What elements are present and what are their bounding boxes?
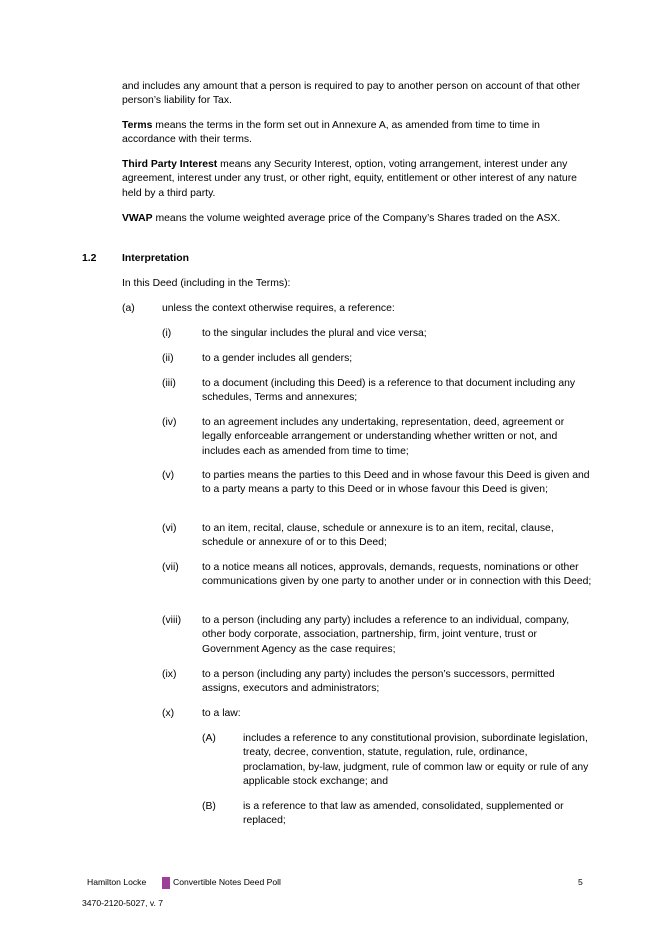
list-item-text: to the singular includes the plural and vice versa; — [202, 328, 427, 339]
section-title: Interpretation — [122, 253, 189, 264]
definition-terms — [122, 119, 592, 148]
list-item-text: to a notice means all notices, approvals, demands, requests, nominations or other communications given by one party to another under or in connection with this Deed; — [202, 562, 592, 588]
section-intro: In this Deed (including in the Terms): — [122, 278, 291, 289]
definition-text: means the volume weighted average price of the Company’s Shares traded on the ASX. — [152, 213, 561, 224]
tax-definition-continuation: and includes any amount that a person is required to pay to another person on account of that other person’s liability for Tax. — [122, 81, 581, 107]
clause-a-label: (a) — [122, 303, 135, 314]
defined-term: Third Party Interest — [122, 159, 218, 170]
list-item-label: (x) — [162, 708, 175, 719]
footer-page-number: 5 — [578, 877, 583, 887]
sub-item-text: includes a reference to any constitutional provision, subordinate legislation, treaty, decree, convention, statute, regulation, rule, ordinance, proclamation, by-law, judgment, rule of common law or equity or rule of any applicable stock exchange; and — [243, 733, 589, 788]
list-item-label: (vii) — [162, 562, 179, 573]
footer-firm-name: Hamilton Locke — [87, 877, 147, 887]
clause-a-text: unless the context otherwise requires, a reference: — [162, 303, 395, 314]
definition-third-party-interest — [122, 158, 592, 201]
list-item-text: to an item, recital, clause, schedule or annexure is to an item, recital, clause, schedule or annexure of or to this Deed; — [202, 523, 554, 549]
list-item-label: (vi) — [162, 523, 177, 534]
definition-text: means any Security Interest, option, voting arrangement, interest under any agreement, interest under any trust, or other right, equity, entitlement or other interest of any nature held by a third party. — [122, 159, 577, 199]
sub-item-label: (A) — [202, 733, 216, 744]
list-item-label: (v) — [162, 470, 175, 481]
list-item-label: (ii) — [162, 353, 174, 364]
list-item-text: to a document (including this Deed) is a reference to that document including any schedules, Terms and annexures; — [202, 378, 576, 404]
list-item-label: (iv) — [162, 417, 177, 428]
sub-item-label: (B) — [202, 801, 216, 812]
defined-term: Terms — [122, 120, 153, 131]
list-item-label: (viii) — [162, 615, 182, 626]
list-item-text: to a law: — [202, 708, 241, 719]
footer-accent-bar — [162, 877, 170, 889]
list-item-text: to a person (including any party) includes a reference to an individual, company, other body corporate, association, partnership, firm, joint venture, trust or Government Agency as the case requires; — [202, 615, 570, 655]
definition-text: means the terms in the form set out in Annexure A, as amended from time to time in accordance with their terms. — [122, 120, 540, 146]
list-item-label: (ix) — [162, 669, 177, 680]
footer-document-reference: 3470-2120-5027, v. 7 — [82, 898, 164, 908]
list-item-label: (iii) — [162, 378, 176, 389]
list-item-text: to parties means the parties to this Deed and in whose favour this Deed is given and to a party means a party to this Deed or in whose favour this Deed is given; — [202, 470, 590, 496]
section-number: 1.2 — [82, 253, 97, 264]
list-item-text: to a person (including any party) includes the person’s successors, permitted assigns, executors and administrators; — [202, 669, 555, 695]
defined-term: VWAP — [122, 213, 153, 224]
footer-document-title: Convertible Notes Deed Poll — [173, 877, 281, 887]
list-item-label: (i) — [162, 328, 172, 339]
definition-vwap — [122, 212, 592, 226]
list-item-text: to a gender includes all genders; — [202, 353, 353, 364]
list-item-text: to an agreement includes any undertaking, representation, deed, agreement or legally enforceable arrangement or understanding whether written or not, and includes each as amended from time to time; — [202, 417, 565, 457]
sub-item-text: is a reference to that law as amended, consolidated, supplemented or replaced; — [243, 801, 564, 827]
